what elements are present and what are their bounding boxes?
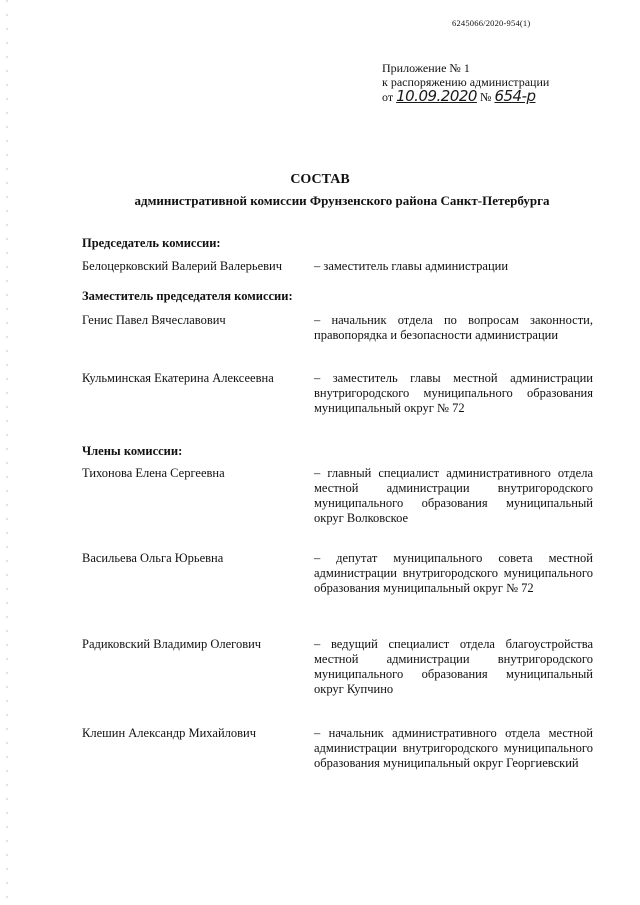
annex-reference: к распоряжению администрации (382, 75, 550, 89)
member-position: – заместитель главы местной администрации внутригородского муниципального образования муниципальный округ № 72 (314, 371, 593, 415)
document-number: 6245066/2020-954(1) (452, 18, 531, 28)
member-name: Тихонова Елена Сергеевна (82, 466, 225, 480)
member-name: Васильева Ольга Юрьевна (82, 551, 224, 565)
section-members-label: Члены комиссии: (82, 444, 183, 458)
annex-title: Приложение № 1 (382, 61, 470, 75)
date-handwritten: 10.09.2020 (396, 87, 477, 105)
member-name: Белоцерковский Валерий Валерьевич (82, 259, 283, 273)
document-title: СОСТАВ (290, 172, 350, 187)
member-name: Клешин Александр Михайлович (82, 726, 256, 740)
annex-date-number (382, 89, 612, 107)
member-name: Генис Павел Вячеславович (82, 313, 226, 327)
member-position: – ведущий специалист отдела благоустройства местной администрации внутригородского муниципального образования муниципальный округ Купчино (314, 637, 593, 696)
member-position: – главный специалист административного отдела местной администрации внутригородского муниципального образования муниципальный округ Волковское (314, 466, 593, 525)
document-subtitle: административной комиссии Фрунзенского района Санкт-Петербурга (134, 193, 550, 208)
number-handwritten: 654-р (494, 87, 536, 105)
member-position: – депутат муниципального совета местной администрации внутригородского муниципального образования муниципальный округ № 72 (314, 551, 593, 595)
annex-block (382, 61, 612, 107)
scan-edge-artifact (6, 0, 8, 905)
date-prefix: от (382, 90, 394, 104)
member-name: Кульминская Екатерина Алексеевна (82, 371, 274, 385)
member-position: – начальник отдела по вопросам законности, правопорядка и безопасности администрации (314, 313, 593, 342)
member-position: – начальник административного отдела местной администрации внутригородского муниципального образования муниципальный округ Георгиевский (314, 726, 593, 770)
member-position: – заместитель главы администрации (314, 259, 509, 273)
section-deputy-label: Заместитель председателя комиссии: (82, 289, 293, 303)
section-chairman-label: Председатель комиссии: (82, 236, 221, 250)
number-prefix: № (479, 90, 492, 104)
member-name: Радиковский Владимир Олегович (82, 637, 262, 651)
